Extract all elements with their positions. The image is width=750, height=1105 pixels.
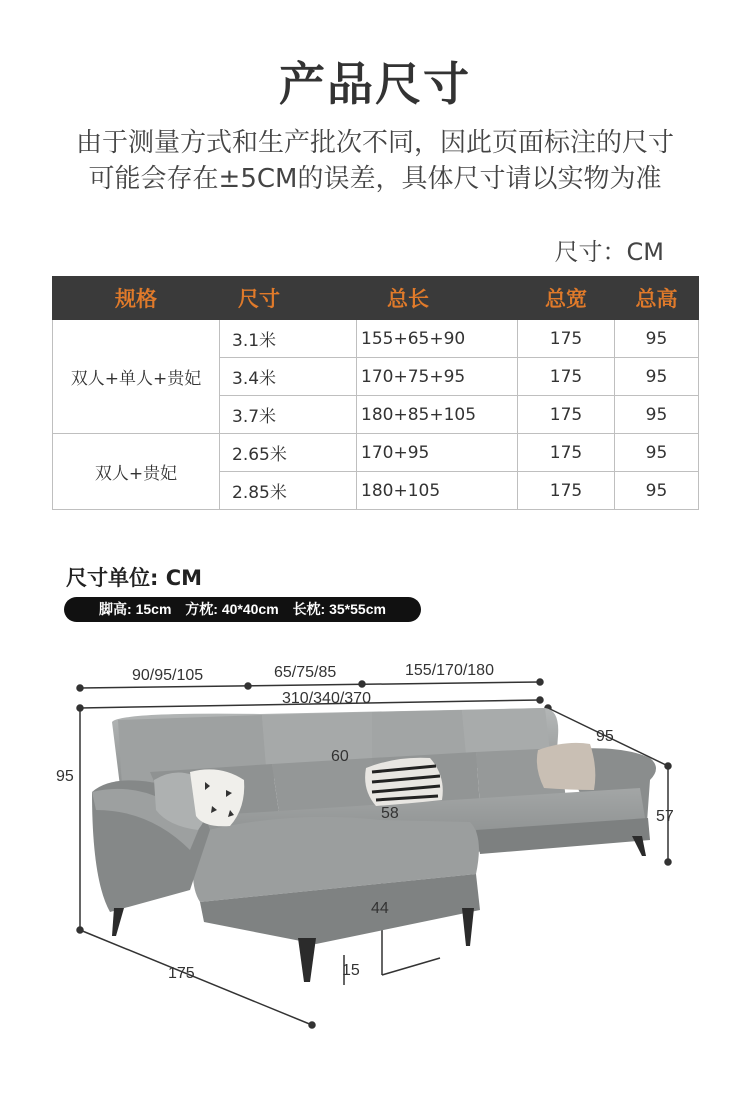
foot-height-text: 脚高: 15cm — [99, 601, 172, 617]
cell-width: 175 — [518, 358, 615, 396]
cell-width: 175 — [518, 396, 615, 434]
cell-length: 180+85+105 — [357, 396, 518, 434]
square-pillow-text: 方枕: 40*40cm — [185, 601, 279, 617]
table-row — [53, 434, 699, 472]
dim-back-height: 60 — [331, 748, 349, 765]
sofa-dimension-diagram — [0, 640, 750, 1105]
cell-width: 175 — [518, 320, 615, 358]
dim-seat-height: 44 — [371, 900, 389, 917]
cell-size: 3.1米 — [220, 320, 357, 358]
page-title: 产品尺寸 — [279, 57, 471, 111]
cell-size: 2.65米 — [220, 434, 357, 472]
group-name: 双人+贵妃 — [53, 434, 220, 510]
dim-total-length: 310/340/370 — [282, 690, 371, 707]
size-spec-table — [52, 276, 699, 510]
cell-width: 175 — [518, 472, 615, 510]
dim-chaise-length: 175 — [168, 965, 195, 982]
cell-size: 2.85米 — [220, 472, 357, 510]
dim-total-height: 95 — [56, 768, 74, 785]
cell-size: 3.7米 — [220, 396, 357, 434]
disclaimer-line-2: 可能会存在±5CM的误差，具体尺寸请以实物为准 — [88, 164, 662, 194]
cell-length: 180+105 — [357, 472, 518, 510]
dim-depth: 95 — [596, 728, 614, 745]
table-unit-label: 尺寸：CM — [554, 238, 664, 266]
dim-leg-height: 15 — [342, 962, 360, 979]
cell-height: 95 — [615, 396, 699, 434]
header-length: 总长 — [357, 277, 518, 320]
cell-length: 170+75+95 — [357, 358, 518, 396]
group-name: 双人+单人+贵妃 — [53, 320, 220, 434]
dim-seg-right: 155/170/180 — [405, 662, 494, 679]
table-row — [53, 320, 699, 358]
header-spec: 规格 — [53, 277, 220, 320]
cell-size: 3.4米 — [220, 358, 357, 396]
cell-height: 95 — [615, 358, 699, 396]
dim-arm-height: 57 — [656, 808, 674, 825]
long-pillow-text: 长枕: 35*55cm — [292, 601, 386, 617]
cell-length: 155+65+90 — [357, 320, 518, 358]
accessory-spec-pill — [64, 597, 421, 622]
header-width: 总宽 — [518, 277, 615, 320]
dim-seg-left: 90/95/105 — [132, 667, 204, 684]
cell-width: 175 — [518, 434, 615, 472]
sofa-illustration — [92, 708, 656, 982]
cell-length: 170+95 — [357, 434, 518, 472]
cell-height: 95 — [615, 320, 699, 358]
header-height: 总高 — [615, 277, 699, 320]
table-header-row — [53, 277, 699, 320]
dim-seg-mid: 65/75/85 — [274, 664, 337, 681]
disclaimer-line-1: 由于测量方式和生产批次不同，因此页面标注的尺寸 — [75, 128, 674, 158]
cell-height: 95 — [615, 472, 699, 510]
diagram-unit-label: 尺寸单位: CM — [66, 566, 203, 590]
cell-height: 95 — [615, 434, 699, 472]
dim-seat-depth: 58 — [381, 805, 399, 822]
header-size: 尺寸 — [220, 277, 357, 320]
